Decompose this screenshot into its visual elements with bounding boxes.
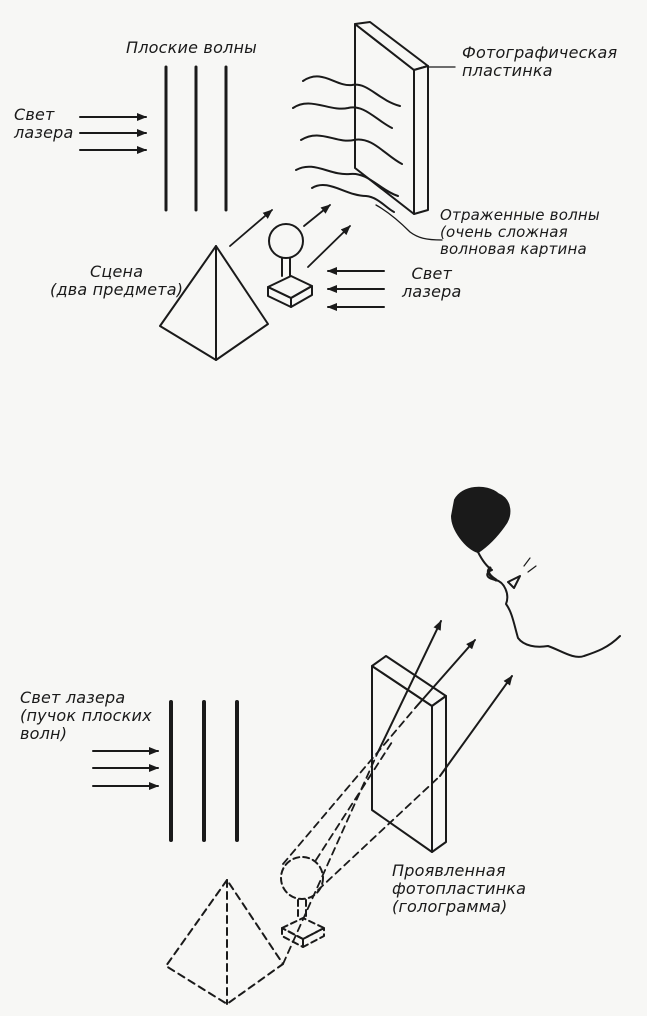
scene-label: Сцена (два предмета) bbox=[50, 262, 184, 299]
plane-wave-lines-top bbox=[166, 67, 226, 210]
observer-head bbox=[452, 488, 620, 657]
laser-left-label: Свет лазера bbox=[14, 105, 74, 142]
photo-plate-top bbox=[355, 22, 428, 214]
laser-beam-label: Свет лазера (пучок плоских волн) bbox=[20, 688, 152, 743]
reflected-waves-label: Отраженные волны (очень сложная волновая картина bbox=[440, 206, 600, 258]
laser-right-label: Свет лазера bbox=[402, 264, 462, 301]
virtual-sphere bbox=[281, 857, 324, 947]
laser-arrows-left-top bbox=[80, 117, 146, 150]
photo-plate-label: Фотографическая пластинка bbox=[462, 43, 618, 80]
laser-arrows-bottom bbox=[93, 751, 158, 786]
diagram-bottom bbox=[93, 488, 620, 1004]
plane-waves-label: Плоские волны bbox=[126, 38, 257, 57]
hologram-label: Проявленная фотопластинка (голограмма) bbox=[392, 861, 527, 916]
virtual-pyramid bbox=[166, 880, 283, 1004]
sphere-on-stand-top bbox=[268, 224, 312, 307]
plane-wave-lines-bottom bbox=[171, 702, 237, 840]
laser-arrows-right-top bbox=[328, 271, 384, 307]
